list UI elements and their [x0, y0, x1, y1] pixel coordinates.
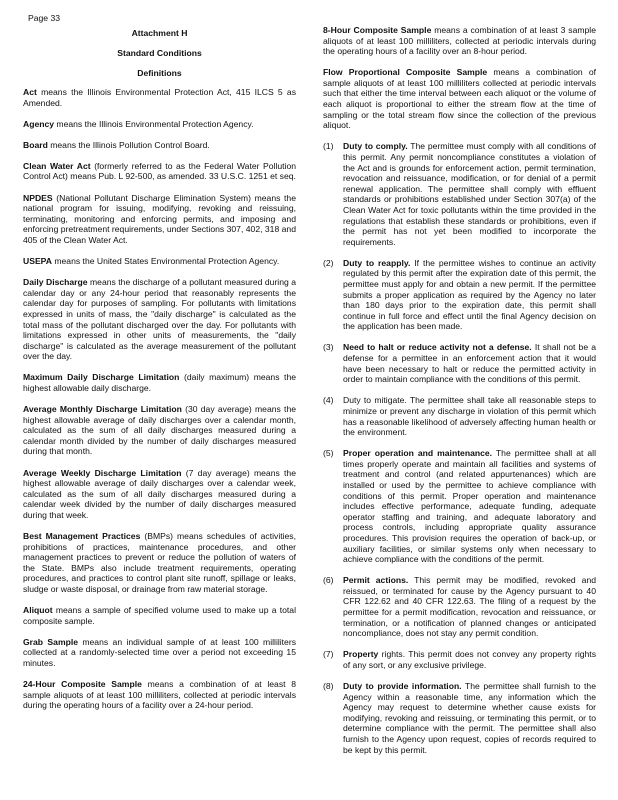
section-title: Standard Conditions: [117, 48, 202, 59]
definition-term: Aliquot: [23, 605, 53, 616]
definition-text: means an individual sample of at least 100 milliliters collected at a randomly-selected time over a period not exceeding 15 minutes.: [23, 636, 296, 668]
condition-text: The permittee shall at all times properly operate and maintain all facilities and systems of treatment and control (and related appurtenances) which are installed or used by the permittee to achieve compliance with conditions of this permit. Proper operation and maintenance includes effective performance, adequate funding, adequate operator staffing and training, and adequate laboratory and process controls, including appropriate quality assurance procedures. This provision requires the operation of back-up, or auxiliary facilities, or similar systems only when necessary to achieve compliance with the conditions of the permit.: [343, 448, 596, 565]
condition-body: [343, 395, 596, 437]
definition-text: means a combination of at least 8 sample aliquots of at least 100 milliliters, collected at periodic intervals during the operating hours of a facility over a 24-hour period.: [23, 679, 296, 711]
definition-paragraph: [23, 531, 296, 595]
condition-number: (8): [323, 680, 334, 691]
condition-number: (1): [323, 141, 334, 152]
condition-number: (6): [323, 575, 334, 586]
definition-paragraph: [23, 277, 296, 362]
definition-text: (7 day average) means the highest allowable average of daily discharges over a calendar week, calculated as the sum of all daily discharges measured during a calendar week divided by the number of daily discharges measured during that week.: [23, 467, 296, 520]
condition-title: Proper operation and maintenance.: [343, 448, 493, 459]
definition-term: Board: [23, 139, 48, 150]
definition-paragraph: [23, 193, 296, 246]
condition-item: [323, 649, 596, 670]
definition-paragraph: [23, 256, 296, 267]
condition-item: [323, 575, 596, 639]
condition-item: [323, 258, 596, 332]
definition-paragraph: [23, 679, 296, 711]
condition-item: [323, 342, 596, 384]
condition-title: Duty to comply.: [343, 141, 408, 152]
condition-text: If the permittee wishes to continue an activity regulated by this permit after the expiration date of this permit, the permittee must apply for and obtain a new permit. If the permittee submits a proper application as required by the Agency no later than 180 days prior to the expiration date, this permit shall continue in full force and effect until the final Agency decision on the application has been made.: [343, 257, 596, 332]
definition-term: Clean Water Act: [23, 160, 91, 171]
definition-text: (formerly referred to as the Federal Water Pollution Control Act) means Pub. L 92-500, as amended. 33 U.S.C. 1251 et seq.: [23, 160, 297, 182]
condition-body: [343, 448, 596, 565]
definition-term: Best Management Practices: [23, 531, 141, 541]
attachment-title: Attachment H: [131, 28, 188, 38]
definition-text: (30 day average) means the highest allowable average of daily discharges over a calendar month, calculated as the sum of all daily discharges measured during a calendar month divided by the number of daily discharges measured during that month.: [23, 404, 297, 457]
condition-text: This permit may be modified, revoked and reissued, or terminated for cause by the Agency pursuant to 40 CFR 122.62 and 40 CFR 122.63. The filing of a request by the permittee for a permit modification, revocation and reissuance, or termination, or a notification of planned changes or anticipated noncompliance, does not stay any permit condition.: [343, 575, 597, 639]
condition-text: The permittee shall take all reasonable steps to minimize or prevent any discharge in violation of this permit which has a reasonable likelihood of adversely affecting human health or the environment.: [343, 395, 596, 438]
left-column: [23, 87, 296, 721]
condition-text: It shall not be a defense for a permittee in an enforcement action that it would have been necessary to halt or reduce the permitted activity in order to maintain compliance with the conditions of this permit.: [343, 342, 596, 385]
definition-term: Flow Proportional Composite Sample: [323, 67, 488, 78]
condition-text: rights. This permit does not convey any property rights of any sort, or any exclusive privilege.: [343, 649, 596, 670]
condition-body: [343, 141, 596, 247]
condition-number: (7): [323, 649, 334, 660]
condition-body: [343, 649, 596, 670]
condition-title: Permit actions.: [343, 575, 409, 586]
definition-text: means the United States Environmental Protection Agency.: [51, 256, 280, 267]
definition-text: means the Illinois Environmental Protection Agency.: [54, 118, 254, 129]
page-number: Page 33: [28, 13, 61, 23]
definition-paragraph: [23, 119, 296, 130]
definition-paragraph: [23, 404, 296, 457]
definition-paragraph: [23, 140, 296, 151]
definition-term: Act: [23, 87, 37, 97]
condition-text: The permittee shall furnish to the Agency within a reasonable time, any information which the Agency may request to determine whether cause exists for modifying, revoking and reissuing, or terminating this permit, or to determine compliance with the permit. The permittee shall also furnish to the Agency upon request, copies of records required to be kept by this permit.: [343, 680, 596, 755]
condition-text: The permittee must comply with all conditions of this permit. Any permit noncompliance constitutes a violation of the Act and is grounds for enforcement action, permit termination, revocation and reissuance, modification, or for denial of a permit renewal application. The permittee shall comply with effluent standards or prohibitions established under Section 307(a) of the Clean Water Act for toxic pollutants within the time provided in the regulations that establish these standards or prohibitions, even if the permit has not yet been modified to incorporate the requirements.: [343, 141, 596, 247]
right-column: [323, 25, 596, 766]
definition-term: 8-Hour Composite Sample: [323, 25, 432, 35]
definition-paragraph: [23, 87, 296, 108]
condition-body: [343, 575, 596, 639]
condition-number: (3): [323, 342, 334, 353]
definition-text: means a sample of specified volume used to make up a total composite sample.: [23, 605, 296, 626]
condition-number: (5): [323, 448, 334, 459]
definition-text: means the discharge of a pollutant measured during a calendar day or any 24-hour period that reasonably represents the calendar day for purposes of sampling. For pollutants with limitations expressed in units of mass, the "daily discharge" is calculated as the total mass of the pollutant discharged over the day. For pollutants with limitations expressed in other units of measurements, the "daily discharge" is calculated as the average measurement of the pollutant over the day.: [23, 277, 297, 362]
definition-term: USEPA: [23, 256, 52, 267]
definition-text: (National Pollutant Discharge Elimination System) means the national program for issuing, modifying, revoking and reissuing, terminating, monitoring and enforcing permits, and imposing and enforcing pretreatment requirements, under Sections 307, 402, 318 and 405 of the Clean Water Act.: [23, 192, 296, 245]
definition-term: Average Monthly Discharge Limitation: [23, 404, 182, 415]
definition-paragraph: [323, 25, 596, 57]
definition-term: Maximum Daily Discharge Limitation: [23, 372, 180, 383]
condition-body: [343, 681, 596, 755]
condition-item: [323, 448, 596, 565]
condition-title: Property: [343, 649, 379, 660]
definition-text: means a combination of at least 3 sample aliquots of at least 100 milliliters, collected at periodic intervals during the operating hours of a facility over an 8-hour period.: [323, 25, 596, 57]
definition-paragraph: [23, 161, 296, 182]
condition-body: [343, 342, 596, 384]
definition-term: 24-Hour Composite Sample: [23, 679, 142, 690]
headings: [23, 28, 296, 88]
definition-paragraph: [23, 605, 296, 626]
condition-title: Duty to provide information.: [343, 680, 462, 691]
definition-term: Agency: [23, 118, 55, 129]
condition-title: Duty to reapply.: [343, 257, 411, 268]
definition-paragraph: [23, 637, 296, 669]
definition-term: NPDES: [23, 192, 53, 203]
definition-text: means the Illinois Environmental Protection Act, 415 ILCS 5 as Amended.: [23, 87, 296, 108]
definition-text: means the Illinois Pollution Control Board.: [47, 139, 210, 150]
definition-term: Average Weekly Discharge Limitation: [23, 467, 182, 478]
definitions-heading: Definitions: [137, 68, 182, 79]
condition-body: [343, 258, 596, 332]
condition-number: (4): [323, 395, 334, 406]
definition-term: Daily Discharge: [23, 277, 88, 288]
definition-text: means a combination of sample aliquots of at least 100 milliliters collected at periodic intervals such that either the time interval between each aliquot or the volume of each aliquot is proportional to either the stream flow at the time of sampling or the total stream flow since the collection of the previous aliquot.: [323, 67, 596, 131]
condition-item: [323, 681, 596, 755]
definition-paragraph: [23, 468, 296, 521]
condition-title: Need to halt or reduce activity not a defense.: [343, 342, 532, 353]
definition-paragraph: [323, 67, 596, 131]
condition-number: (2): [323, 257, 334, 268]
condition-title: Duty to mitigate.: [343, 395, 407, 406]
definition-text: (BMPs) means schedules of activities, prohibitions of practices, maintenance procedures, and other management practices to prevent or reduce the pollution of waters of the State. BMPs also include treatment requirements, operating procedures, and practices to control plant site runoff, spillage or leaks, sludge or waste disposal, or drainage from raw material storage.: [23, 531, 296, 594]
condition-item: [323, 141, 596, 247]
condition-item: [323, 395, 596, 437]
definition-text: (daily maximum) means the highest allowable daily discharge.: [23, 372, 297, 393]
conditions-list: [323, 141, 596, 755]
definition-paragraph: [23, 372, 296, 393]
definition-term: Grab Sample: [23, 636, 78, 647]
